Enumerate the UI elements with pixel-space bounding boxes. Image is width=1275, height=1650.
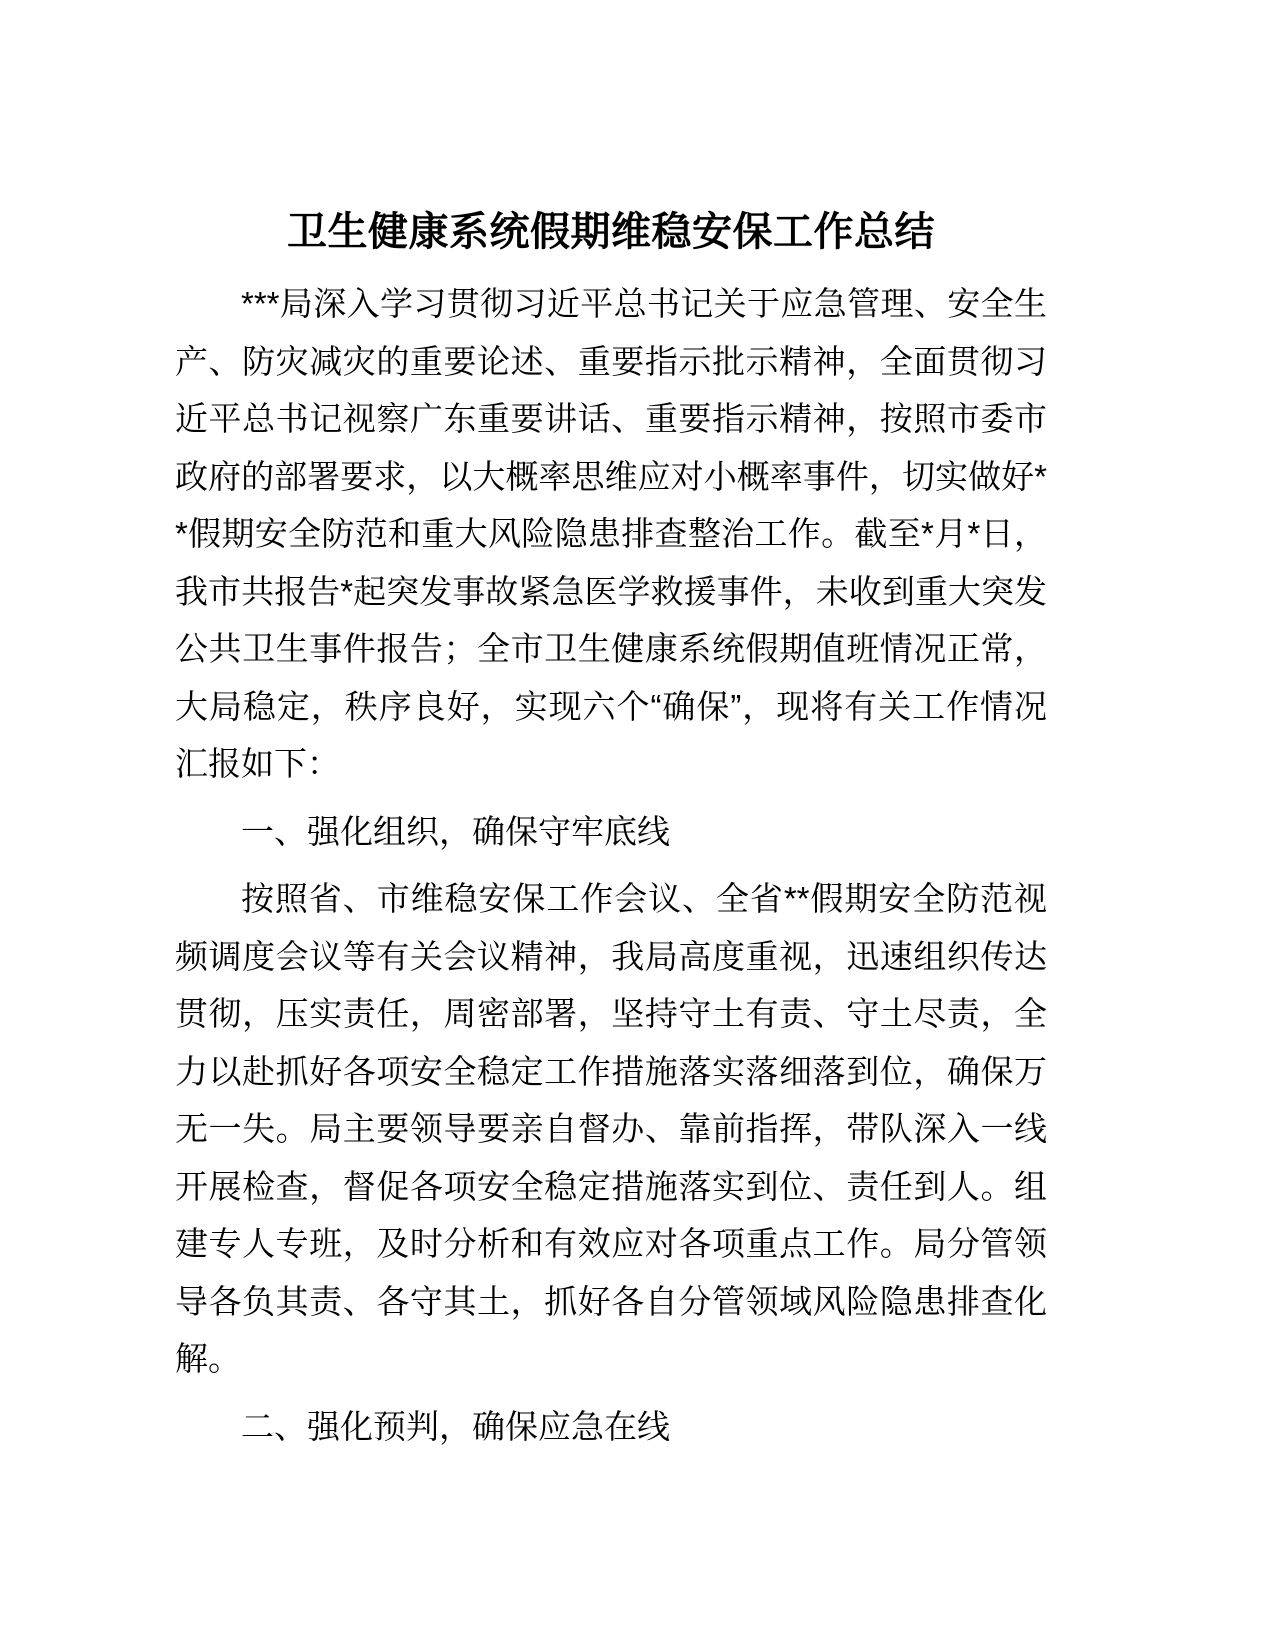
section-heading-one: 一、强化组织，确保守牢底线: [241, 812, 670, 850]
page-title: 卫生健康系统假期维稳安保工作总结: [287, 210, 935, 254]
paragraph-gap-one: [175, 793, 1047, 803]
paragraph-gap-two: [175, 860, 1047, 870]
document-content: [175, 0, 1047, 1455]
intro-paragraph: ***局深入学习贯彻习近平总书记关于应急管理、安全生产、防灾减灾的重要论述、重要指示批示精神，全面贯彻习近平总书记视察广东重要讲话、重要指示精神，按照市委市政府的部署要求，以大概率思维应对小概率事件，切实做好**假期安全防范和重大风险隐患排查整治工作。截至*月*日，我市共报告*起突发事故紧急医学救援事件，未收到重大突发公共卫生事件报告；全市卫生健康系统假期值班情况正常，大局稳定，秩序良好，实现六个“确保”，现将有关工作情况汇报如下：: [175, 285, 1047, 782]
section-one-paragraph: 按照省、市维稳安保工作会议、全省**假期安全防范视频调度会议等有关会议精神，我局高度重视，迅速组织传达贯彻，压实责任，周密部署，坚持守土有责、守土尽责，全力以赴抓好各项安全稳定工作措施落实落细落到位，确保万无一失。局主要领导要亲自督办、靠前指挥，带队深入一线开展检查，督促各项安全稳定措施落实到位、责任到人。组建专人专班，及时分析和有效应对各项重点工作。局分管领导各负其责、各守其土，抓好各自分管领域风险隐患排查化解。: [175, 880, 1047, 1377]
title-spacer: [175, 259, 1047, 275]
paragraph-gap-three: [175, 1388, 1047, 1398]
section-heading-two: 二、强化预判，确保应急在线: [241, 1407, 670, 1445]
